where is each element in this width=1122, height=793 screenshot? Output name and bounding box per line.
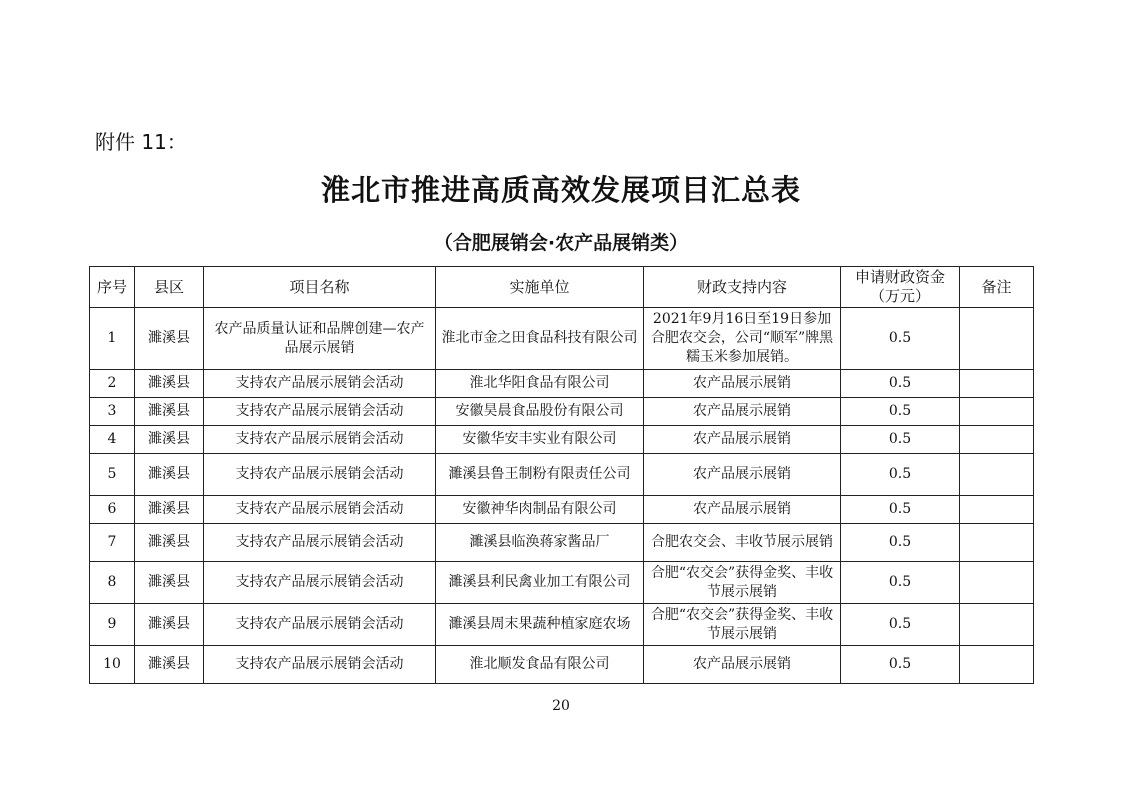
cell-amount: 0.5	[841, 426, 960, 454]
cell-county: 濉溪县	[135, 604, 204, 646]
table-row	[90, 496, 1034, 524]
cell-unit: 濉溪县周末果蔬种植家庭农场	[436, 604, 644, 646]
cell-amount: 0.5	[841, 308, 960, 370]
cell-support: 农产品展示展销	[644, 454, 841, 496]
cell-unit: 淮北市金之田食品科技有限公司	[436, 308, 644, 370]
cell-county: 濉溪县	[135, 454, 204, 496]
cell-amount: 0.5	[841, 646, 960, 684]
cell-project: 支持农产品展示展销会活动	[204, 398, 436, 426]
cell-note	[960, 562, 1034, 604]
table-row	[90, 454, 1034, 496]
cell-project: 支持农产品展示展销会活动	[204, 426, 436, 454]
cell-amount: 0.5	[841, 604, 960, 646]
column-header: 财政支持内容	[644, 267, 841, 308]
column-header: 备注	[960, 267, 1034, 308]
page-number: 20	[552, 698, 570, 714]
cell-county: 濉溪县	[135, 308, 204, 370]
cell-county: 濉溪县	[135, 562, 204, 604]
cell-project: 支持农产品展示展销会活动	[204, 604, 436, 646]
column-header: 实施单位	[436, 267, 644, 308]
cell-support: 农产品展示展销	[644, 496, 841, 524]
cell-no: 5	[90, 454, 135, 496]
cell-unit: 淮北华阳食品有限公司	[436, 370, 644, 398]
cell-support: 农产品展示展销	[644, 370, 841, 398]
document-subtitle: （合肥展销会·农产品展销类）	[433, 232, 689, 254]
column-header: 申请财政资金（万元）	[841, 267, 960, 308]
cell-county: 濉溪县	[135, 646, 204, 684]
cell-project: 支持农产品展示展销会活动	[204, 646, 436, 684]
cell-project: 支持农产品展示展销会活动	[204, 562, 436, 604]
cell-no: 4	[90, 426, 135, 454]
cell-amount: 0.5	[841, 524, 960, 562]
cell-county: 濉溪县	[135, 496, 204, 524]
cell-amount: 0.5	[841, 454, 960, 496]
cell-support: 合肥“农交会”获得金奖、丰收节展示展销	[644, 604, 841, 646]
column-header: 项目名称	[204, 267, 436, 308]
cell-county: 濉溪县	[135, 398, 204, 426]
cell-note	[960, 426, 1034, 454]
cell-amount: 0.5	[841, 496, 960, 524]
cell-county: 濉溪县	[135, 426, 204, 454]
column-header: 序号	[90, 267, 135, 308]
cell-amount: 0.5	[841, 370, 960, 398]
cell-amount: 0.5	[841, 398, 960, 426]
cell-project: 支持农产品展示展销会活动	[204, 496, 436, 524]
cell-support: 农产品展示展销	[644, 426, 841, 454]
document-title: 淮北市推进高质高效发展项目汇总表	[320, 173, 801, 207]
cell-support: 合肥农交会、丰收节展示展销	[644, 524, 841, 562]
cell-support: 农产品展示展销	[644, 646, 841, 684]
attachment-label: 附件 11：	[95, 130, 187, 154]
project-summary-table	[89, 266, 1034, 684]
cell-unit: 淮北顺发食品有限公司	[436, 646, 644, 684]
cell-note	[960, 496, 1034, 524]
cell-project: 支持农产品展示展销会活动	[204, 524, 436, 562]
cell-no: 8	[90, 562, 135, 604]
table-row	[90, 370, 1034, 398]
cell-note	[960, 604, 1034, 646]
cell-no: 2	[90, 370, 135, 398]
cell-support: 合肥“农交会”获得金奖、丰收节展示展销	[644, 562, 841, 604]
cell-note	[960, 454, 1034, 496]
table-row	[90, 646, 1034, 684]
table-row	[90, 398, 1034, 426]
cell-note	[960, 370, 1034, 398]
cell-unit: 安徽神华肉制品有限公司	[436, 496, 644, 524]
cell-no: 10	[90, 646, 135, 684]
cell-note	[960, 646, 1034, 684]
cell-support: 农产品展示展销	[644, 398, 841, 426]
cell-unit: 安徽华安丰实业有限公司	[436, 426, 644, 454]
table-header-row	[90, 267, 1034, 308]
cell-no: 7	[90, 524, 135, 562]
cell-unit: 濉溪县鲁王制粉有限责任公司	[436, 454, 644, 496]
table-row	[90, 524, 1034, 562]
cell-unit: 濉溪县临涣蒋家酱品厂	[436, 524, 644, 562]
cell-no: 9	[90, 604, 135, 646]
cell-note	[960, 308, 1034, 370]
table-row	[90, 604, 1034, 646]
column-header: 县区	[135, 267, 204, 308]
table-row	[90, 308, 1034, 370]
cell-no: 6	[90, 496, 135, 524]
table-row	[90, 426, 1034, 454]
cell-no: 1	[90, 308, 135, 370]
cell-county: 濉溪县	[135, 524, 204, 562]
table-row	[90, 562, 1034, 604]
cell-county: 濉溪县	[135, 370, 204, 398]
cell-project: 支持农产品展示展销会活动	[204, 370, 436, 398]
cell-note	[960, 398, 1034, 426]
cell-note	[960, 524, 1034, 562]
cell-amount: 0.5	[841, 562, 960, 604]
cell-no: 3	[90, 398, 135, 426]
cell-support: 2021年9月16日至19日参加合肥农交会，公司“顺军”牌黑糯玉米参加展销。	[644, 308, 841, 370]
cell-unit: 安徽昊晨食品股份有限公司	[436, 398, 644, 426]
cell-project: 农产品质量认证和品牌创建—农产品展示展销	[204, 308, 436, 370]
cell-unit: 濉溪县利民禽业加工有限公司	[436, 562, 644, 604]
cell-project: 支持农产品展示展销会活动	[204, 454, 436, 496]
table-body	[90, 308, 1034, 684]
